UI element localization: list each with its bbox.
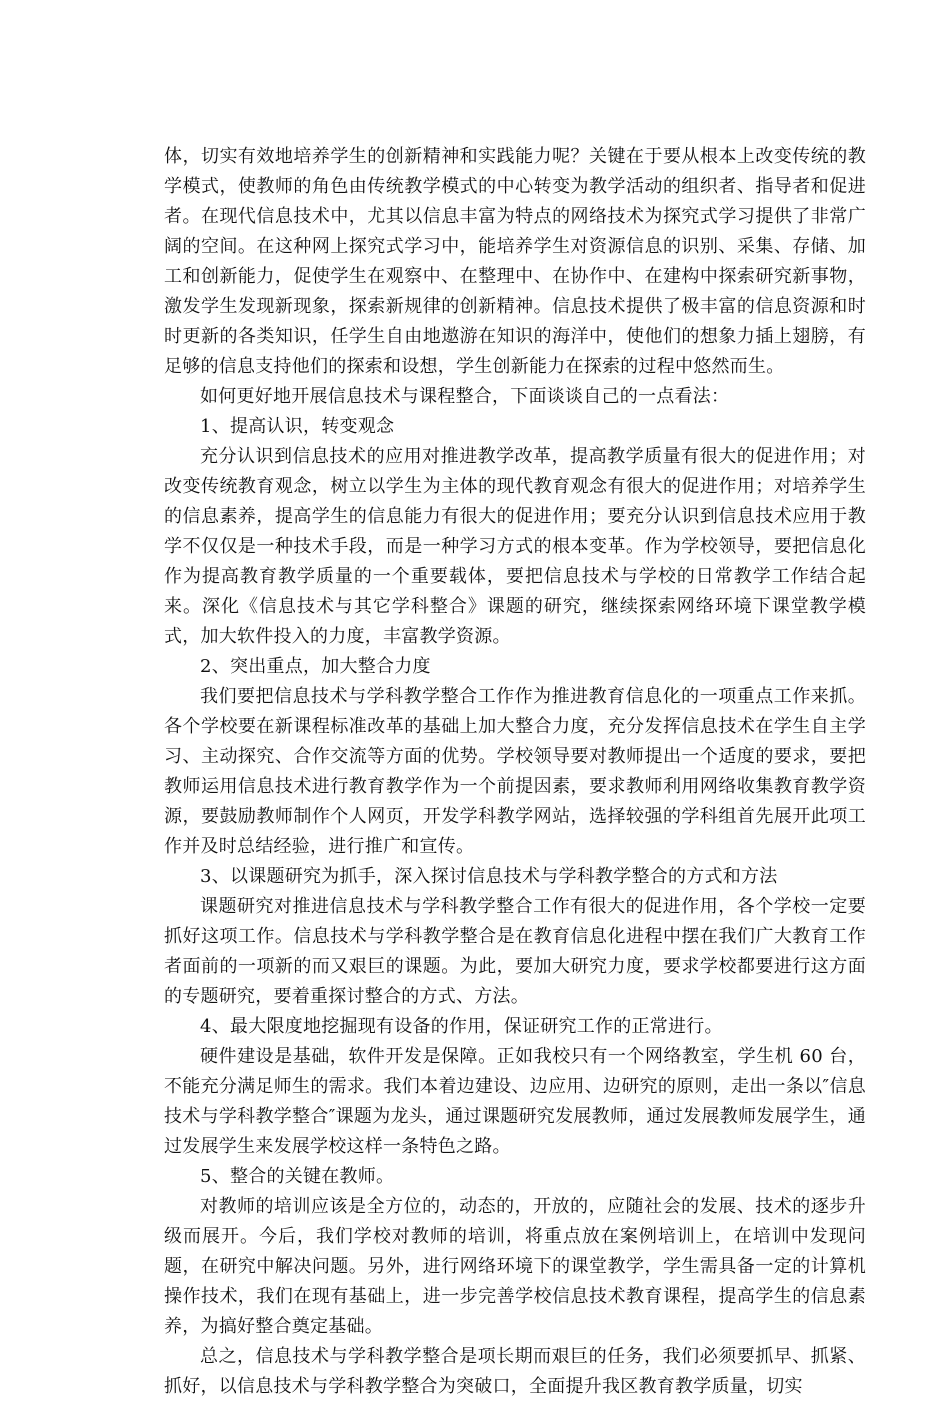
paragraph-section-4: 硬件建设是基础，软件开发是保障。正如我校只有一个网络教室，学生机 60 台，不能充分满足师生的需求。我们本着边建设、边应用、边研究的原则，走出一条以″信息技术与学科教学整合″课题为龙头，通过课题研究发展教师，通过发展教师发展学生，通过发展学生来发展学校这样一条特色之路。	[164, 1046, 866, 1157]
section-heading-2: 2、突出重点，加大整合力度	[200, 656, 431, 677]
section-heading-1: 1、提高认识，转变观念	[200, 416, 395, 437]
document-body	[164, 142, 866, 1402]
section-heading-3: 3、以课题研究为抓手，深入探讨信息技术与学科教学整合的方式和方法	[200, 866, 778, 887]
paragraph-intro: 如何更好地开展信息技术与课程整合，下面谈谈自己的一点看法：	[200, 386, 730, 407]
section-heading-5: 5、整合的关键在教师。	[200, 1166, 395, 1187]
paragraph-section-1: 充分认识到信息技术的应用对推进教学改革，提高教学质量有很大的促进作用；对改变传统教育观念，树立以学生为主体的现代教育观念有很大的促进作用；对培养学生的信息素养，提高学生的信息能力有很大的促进作用；要充分认识到信息技术应用于教学不仅仅是一种技术手段，而是一种学习方式的根本变革。作为学校领导，要把信息化作为提高教育教学质量的一个重要载体，要把信息技术与学校的日常教学工作结合起来。深化《信息技术与其它学科整合》课题的研究，继续探索网络环境下课堂教学模式，加大软件投入的力度，丰富教学资源。	[164, 446, 866, 647]
section-heading-4: 4、最大限度地挖掘现有设备的作用，保证研究工作的正常进行。	[200, 1016, 723, 1037]
paragraph-section-2: 我们要把信息技术与学科教学整合工作作为推进教育信息化的一项重点工作来抓。各个学校要在新课程标准改革的基础上加大整合力度，充分发挥信息技术在学生自主学习、主动探究、合作交流等方面的优势。学校领导要对教师提出一个适度的要求，要把教师运用信息技术进行教育教学作为一个前提因素，要求教师利用网络收集教育教学资源，要鼓励教师制作个人网页，开发学科教学网站，选择较强的学科组首先展开此项工作并及时总结经验，进行推广和宣传。	[164, 686, 866, 857]
paragraph-section-3: 课题研究对推进信息技术与学科教学整合工作有很大的促进作用，各个学校一定要抓好这项工作。信息技术与学科教学整合是在教育信息化进程中摆在我们广大教育工作者面前的一项新的而又艰巨的课题。为此，要加大研究力度，要求学校都要进行这方面的专题研究，要着重探讨整合的方式、方法。	[164, 896, 866, 1007]
paragraph-continuation: 体，切实有效地培养学生的创新精神和实践能力呢？关键在于要从根本上改变传统的教学模式，使教师的角色由传统教学模式的中心转变为教学活动的组织者、指导者和促进者。在现代信息技术中，尤其以信息丰富为特点的网络技术为探究式学习提供了非常广阔的空间。在这种网上探究式学习中，能培养学生对资源信息的识别、采集、存储、加工和创新能力，促使学生在观察中、在整理中、在协作中、在建构中探索研究新事物，激发学生发现新现象，探索新规律的创新精神。信息技术提供了极丰富的信息资源和时时更新的各类知识，任学生自由地遨游在知识的海洋中，使他们的想象力插上翅膀，有足够的信息支持他们的探索和设想，学生创新能力在探索的过程中悠然而生。	[164, 146, 866, 377]
paragraph-conclusion: 总之，信息技术与学科教学整合是项长期而艰巨的任务，我们必须要抓早、抓紧、抓好，以信息技术与学科教学整合为突破口，全面提升我区教育教学质量，切实	[164, 1346, 866, 1397]
paragraph-section-5: 对教师的培训应该是全方位的，动态的，开放的，应随社会的发展、技术的逐步升级而展开。今后，我们学校对教师的培训，将重点放在案例培训上，在培训中发现问题，在研究中解决问题。另外，进行网络环境下的课堂教学，学生需具备一定的计算机操作技术，我们在现有基础上，进一步完善学校信息技术教育课程，提高学生的信息素养，为搞好整合奠定基础。	[164, 1196, 866, 1337]
